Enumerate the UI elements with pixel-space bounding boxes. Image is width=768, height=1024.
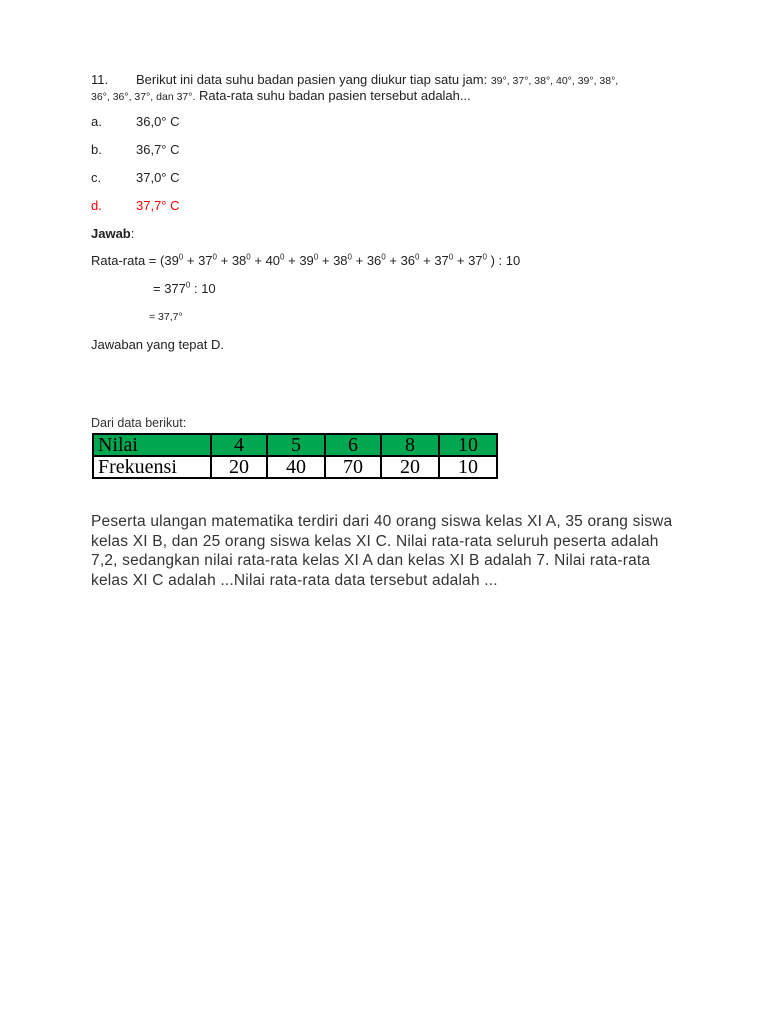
- question-text-part1: Berikut ini data suhu badan pasien yang diukur tiap satu jam:: [136, 72, 491, 87]
- calc-term: + 37: [423, 253, 449, 268]
- table-cell: 40: [267, 456, 325, 478]
- table-header-cell: Nilai: [93, 434, 211, 456]
- degree-sup: 0: [313, 252, 319, 262]
- option-value: 36,7° C: [136, 142, 180, 157]
- calc-step-1-suffix: ) : 10: [487, 253, 521, 268]
- table-header-cell: 10: [439, 434, 497, 456]
- calc-term: + 38: [321, 253, 348, 268]
- calc-term: + 40: [254, 253, 281, 268]
- calc-step-2: [153, 281, 216, 296]
- table-header-cell: 4: [211, 434, 267, 456]
- option-b: [91, 142, 180, 157]
- option-label: b.: [91, 142, 102, 157]
- table-cell: 20: [211, 456, 267, 478]
- table-header-row: [93, 434, 497, 456]
- question-line-1: [91, 72, 618, 87]
- table-header-cell: 8: [381, 434, 439, 456]
- option-value: 37,0° C: [136, 170, 180, 185]
- degree-sup: 0: [185, 280, 191, 290]
- option-a: [91, 114, 180, 129]
- calc-term: + 37: [186, 253, 213, 268]
- problem-paragraph: Peserta ulangan matematika terdiri dari 40 orang siswa kelas XI A, 35 orang siswa kelas XI B, dan 25 orang siswa kelas XI C. Nilai rata-rata seluruh peserta adalah 7,2, sedangkan nilai rata-rata kelas XI A dan kelas XI B adalah 7. Nilai rata-rata kelas XI C adalah ...Nilai rata-rata data tersebut adalah ...: [91, 513, 673, 589]
- question-temperatures-1: 39°, 37°, 38°, 40°, 39°, 38°,: [490, 75, 619, 87]
- table-cell: 70: [325, 456, 381, 478]
- calc-term: + 38: [220, 253, 247, 268]
- calc-step-2-prefix: = 377: [153, 281, 186, 296]
- option-value: 37,7° C: [136, 198, 180, 213]
- option-d-correct: [91, 198, 180, 213]
- calc-step-1-terms: [187, 253, 487, 268]
- degree-sup: 0: [212, 252, 217, 262]
- calc-term: + 36: [355, 253, 382, 268]
- calc-term: + 36: [389, 253, 416, 268]
- question-temperatures-2: 36°, 36°, 37°, dan 37°.: [91, 91, 196, 103]
- calc-step-3: = 37,7°: [149, 311, 183, 323]
- answer-heading: [91, 226, 134, 241]
- calc-step-1-prefix: Rata-rata = (39: [91, 253, 179, 268]
- option-label: c.: [91, 170, 102, 185]
- table-row: [93, 456, 497, 478]
- answer-conclusion: Jawaban yang tepat D.: [91, 337, 224, 352]
- table-cell: 20: [381, 456, 439, 478]
- calc-term: + 37: [456, 253, 483, 268]
- option-label: a.: [91, 114, 102, 129]
- table-cell: 10: [439, 456, 497, 478]
- calc-step-2-suffix: : 10: [190, 281, 216, 296]
- option-c: [91, 170, 180, 185]
- table-header-cell: 5: [267, 434, 325, 456]
- table-header-cell: 6: [325, 434, 381, 456]
- question-line-2: [91, 88, 471, 103]
- calc-term: + 39: [288, 253, 314, 268]
- frequency-table: [92, 433, 498, 479]
- table-intro: Dari data berikut:: [91, 416, 187, 430]
- table-cell: Frekuensi: [93, 456, 211, 478]
- degree-sup: 0: [381, 252, 386, 262]
- question-text-part2: Rata-rata suhu badan pasien tersebut adalah...: [195, 88, 471, 103]
- calc-step-1: [91, 253, 520, 268]
- degree-sup: 0: [347, 252, 352, 262]
- degree-sup: 0: [415, 252, 420, 262]
- degree-sup: 0: [448, 252, 454, 262]
- option-value: 36,0° C: [136, 114, 180, 129]
- degree-sup: 0: [482, 252, 487, 262]
- degree-sup: 0: [246, 252, 251, 262]
- degree-sup: 0: [280, 252, 285, 262]
- question-number: 11.: [91, 72, 109, 87]
- answer-heading-colon: :: [130, 226, 135, 241]
- option-label: d.: [91, 198, 102, 213]
- degree-sup: 0: [178, 252, 184, 262]
- answer-heading-label: Jawab: [91, 226, 131, 241]
